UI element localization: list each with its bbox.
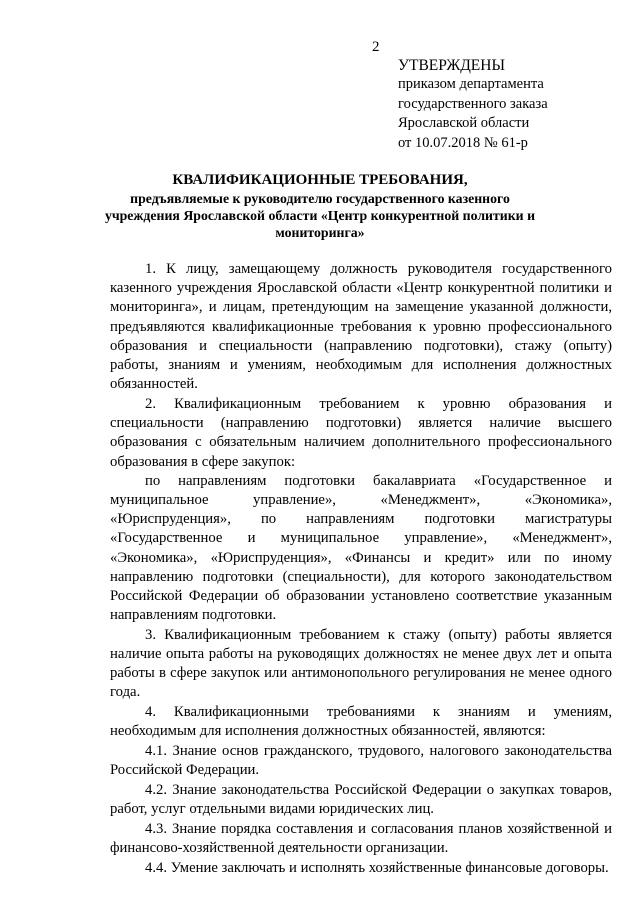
approval-title: УТВЕРЖДЕНЫ — [398, 57, 505, 74]
paragraph: 4.1. Знание основ гражданского, трудового, налогового законодательства Российской Федерации. — [110, 743, 612, 779]
approval-date: от 10.07.2018 № 61-р — [398, 134, 528, 151]
document-title: КВАЛИФИКАЦИОННЫЕ ТРЕБОВАНИЯ, — [172, 172, 468, 188]
approval-line: государственного заказа — [398, 95, 548, 112]
paragraph: 3. Квалификационным требованием к стажу (опыту) работы является наличие опыта работы на руководящих должностях не менее двух лет и опыта работы в сфере закупок или антимонопольного регулирования не менее одного года. — [110, 626, 612, 701]
approval-line: Ярославской области — [398, 115, 530, 132]
paragraph: 4.2. Знание законодательства Российской Федерации о закупках товаров, работ, услуг отдельными видами юридических лиц. — [110, 781, 612, 818]
paragraph: 1. К лицу, замещающему должность руководителя государственного казенного учреждения Ярославской области «Центр конкурентной политики и мониторинга», и лицам, претендующим на замещение указанной должности, предъявляются квалификационные требования к уровню профессионального образования и специальности (направлению подготовки), стажу (опыту) работы, знаниям и умениям, необходимым для исполнения должностных обязанностей. — [110, 261, 612, 393]
document-subtitle: предъявляемые к руководителю государственного казенного учреждения Ярославской области «Центр конкурентной политики и мониторинга» — [104, 191, 536, 241]
approval-line: приказом департамента — [398, 76, 544, 93]
document-heading — [100, 170, 540, 242]
paragraph: 4.3. Знание порядка составления и согласования планов хозяйственной и финансово-хозяйственной деятельности организации. — [110, 820, 612, 857]
paragraph: 4. Квалификационными требованиями к знаниям и умениям, необходимым для исполнения должностных обязанностей, являются: — [110, 704, 612, 740]
paragraph: 2. Квалификационным требованием к уровню образования и специальности (направлению подготовки) является наличие высшего образования с обязательным наличием дополнительного профессионального образования в сфере закупок: — [110, 395, 612, 470]
page-number: 2 — [372, 39, 380, 55]
paragraph: 4.4. Умение заключать и исполнять хозяйственные финансовые договоры. — [145, 859, 609, 876]
document-body — [110, 260, 612, 878]
paragraph: по направлениям подготовки бакалавриата «Государственное и муниципальное управление», «Менеджмент», «Экономика», «Юриспруденция», по направлениям подготовки магистратуры «Государственное и муниципальное управление», «Менеджмент», «Экономика», «Юриспруденция», «Финансы и кредит» или по иному направлению подготовки (специальности), для которого законодательством Российской Федерации об образовании установлено соответствие указанным направлениям подготовки. — [110, 472, 612, 624]
approval-stamp — [398, 56, 548, 153]
